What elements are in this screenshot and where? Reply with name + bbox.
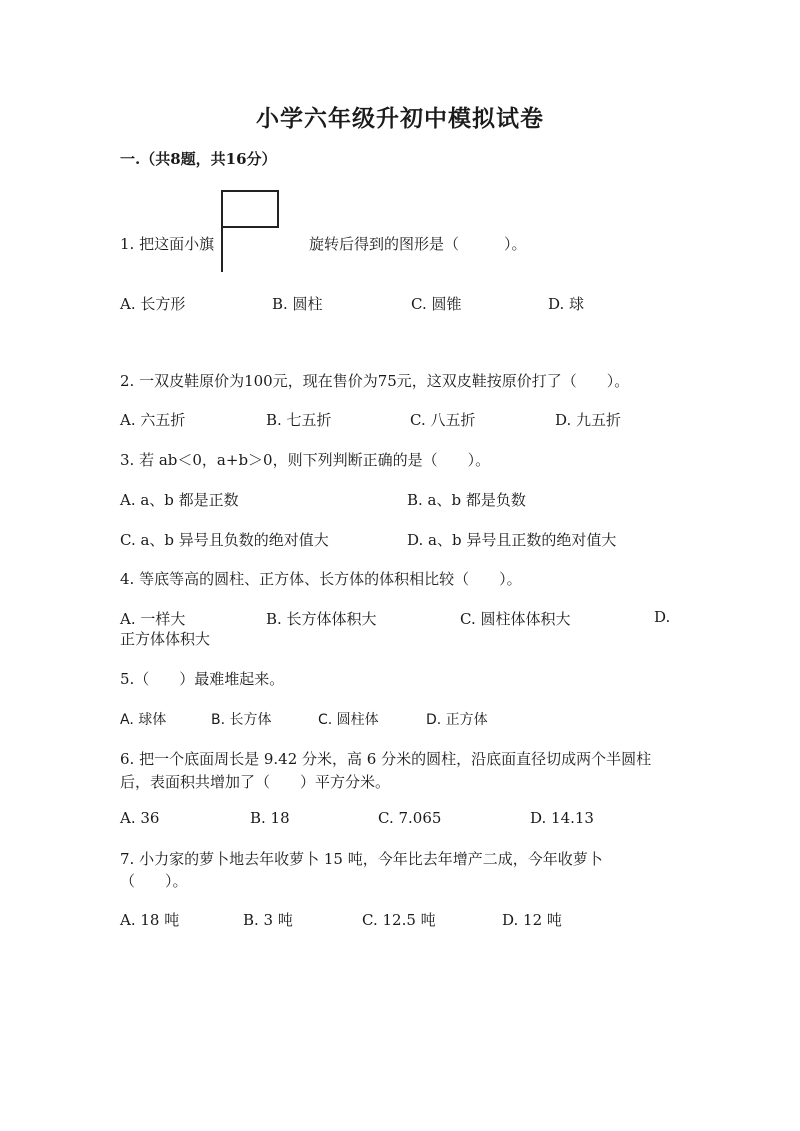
question-4-option-a[interactable]: A. 一样大 [120, 610, 186, 628]
question-7-option-a[interactable]: A. 18 吨 [120, 911, 180, 929]
question-1-option-a[interactable]: A. 长方形 [120, 295, 186, 313]
question-2-stem: 2. 一双皮鞋原价为100元，现在售价为75元，这双皮鞋按原价打了（ ）。 [120, 372, 630, 390]
question-1-stem-before: 1. 把这面小旗 [120, 235, 215, 253]
question-6-option-b[interactable]: B. 18 [250, 809, 290, 827]
question-7-option-d[interactable]: D. 12 吨 [502, 911, 562, 929]
question-5-option-d[interactable]: D. 正方体 [426, 712, 488, 728]
question-7-stem-line-2: （ ）。 [120, 872, 188, 890]
question-7-option-c[interactable]: C. 12.5 吨 [362, 911, 436, 929]
question-3-stem: 3. 若 ab＜0，a+b＞0，则下列判断正确的是（ ）。 [120, 451, 491, 469]
question-6-option-d[interactable]: D. 14.13 [530, 809, 594, 827]
question-7-option-b[interactable]: B. 3 吨 [243, 911, 293, 929]
question-2-option-b[interactable]: B. 七五折 [266, 411, 332, 429]
question-1-option-b[interactable]: B. 圆柱 [272, 295, 323, 313]
question-7-stem-line-1: 7. 小力家的萝卜地去年收萝卜 15 吨，今年比去年增产二成，今年收萝卜 [120, 850, 603, 868]
question-3-option-d[interactable]: D. a、b 异号且正数的绝对值大 [407, 531, 617, 549]
section-heading: 一.（共8题，共16分） [120, 150, 277, 168]
question-4-stem: 4. 等底等高的圆柱、正方体、长方体的体积相比较（ ）。 [120, 570, 522, 588]
page-title: 小学六年级升初中模拟试卷 [256, 105, 544, 132]
question-5-stem: 5.（ ）最难堆起来。 [120, 670, 285, 688]
flag-figure [218, 190, 282, 274]
question-5-option-c[interactable]: C. 圆柱体 [318, 712, 379, 728]
question-6-option-a[interactable]: A. 36 [120, 809, 160, 827]
question-3-option-b[interactable]: B. a、b 都是负数 [407, 491, 526, 509]
question-4-option-d-letter[interactable]: D. [654, 608, 671, 626]
question-1-stem-after: 旋转后得到的图形是（ ）。 [309, 235, 527, 253]
question-2-option-a[interactable]: A. 六五折 [120, 411, 186, 429]
question-5-option-a[interactable]: A. 球体 [120, 712, 167, 728]
question-5-option-b[interactable]: B. 长方体 [211, 712, 272, 728]
question-6-stem-line-2: 后，表面积共增加了（ ）平方分米。 [120, 773, 391, 791]
question-4-option-d-text[interactable]: 正方体体积大 [120, 630, 211, 648]
question-4-option-c[interactable]: C. 圆柱体体积大 [460, 610, 571, 628]
question-3-option-c[interactable]: C. a、b 异号且负数的绝对值大 [120, 531, 329, 549]
question-1-option-d[interactable]: D. 球 [548, 295, 585, 313]
question-6-option-c[interactable]: C. 7.065 [378, 809, 442, 827]
question-1-option-c[interactable]: C. 圆锥 [411, 295, 462, 313]
question-2-option-d[interactable]: D. 九五折 [555, 411, 622, 429]
question-4-option-b[interactable]: B. 长方体体积大 [266, 610, 377, 628]
question-3-option-a[interactable]: A. a、b 都是正数 [120, 491, 239, 509]
question-2-option-c[interactable]: C. 八五折 [410, 411, 476, 429]
question-6-stem-line-1: 6. 把一个底面周长是 9.42 分米，高 6 分米的圆柱，沿底面直径切成两个半圆柱 [120, 750, 652, 768]
